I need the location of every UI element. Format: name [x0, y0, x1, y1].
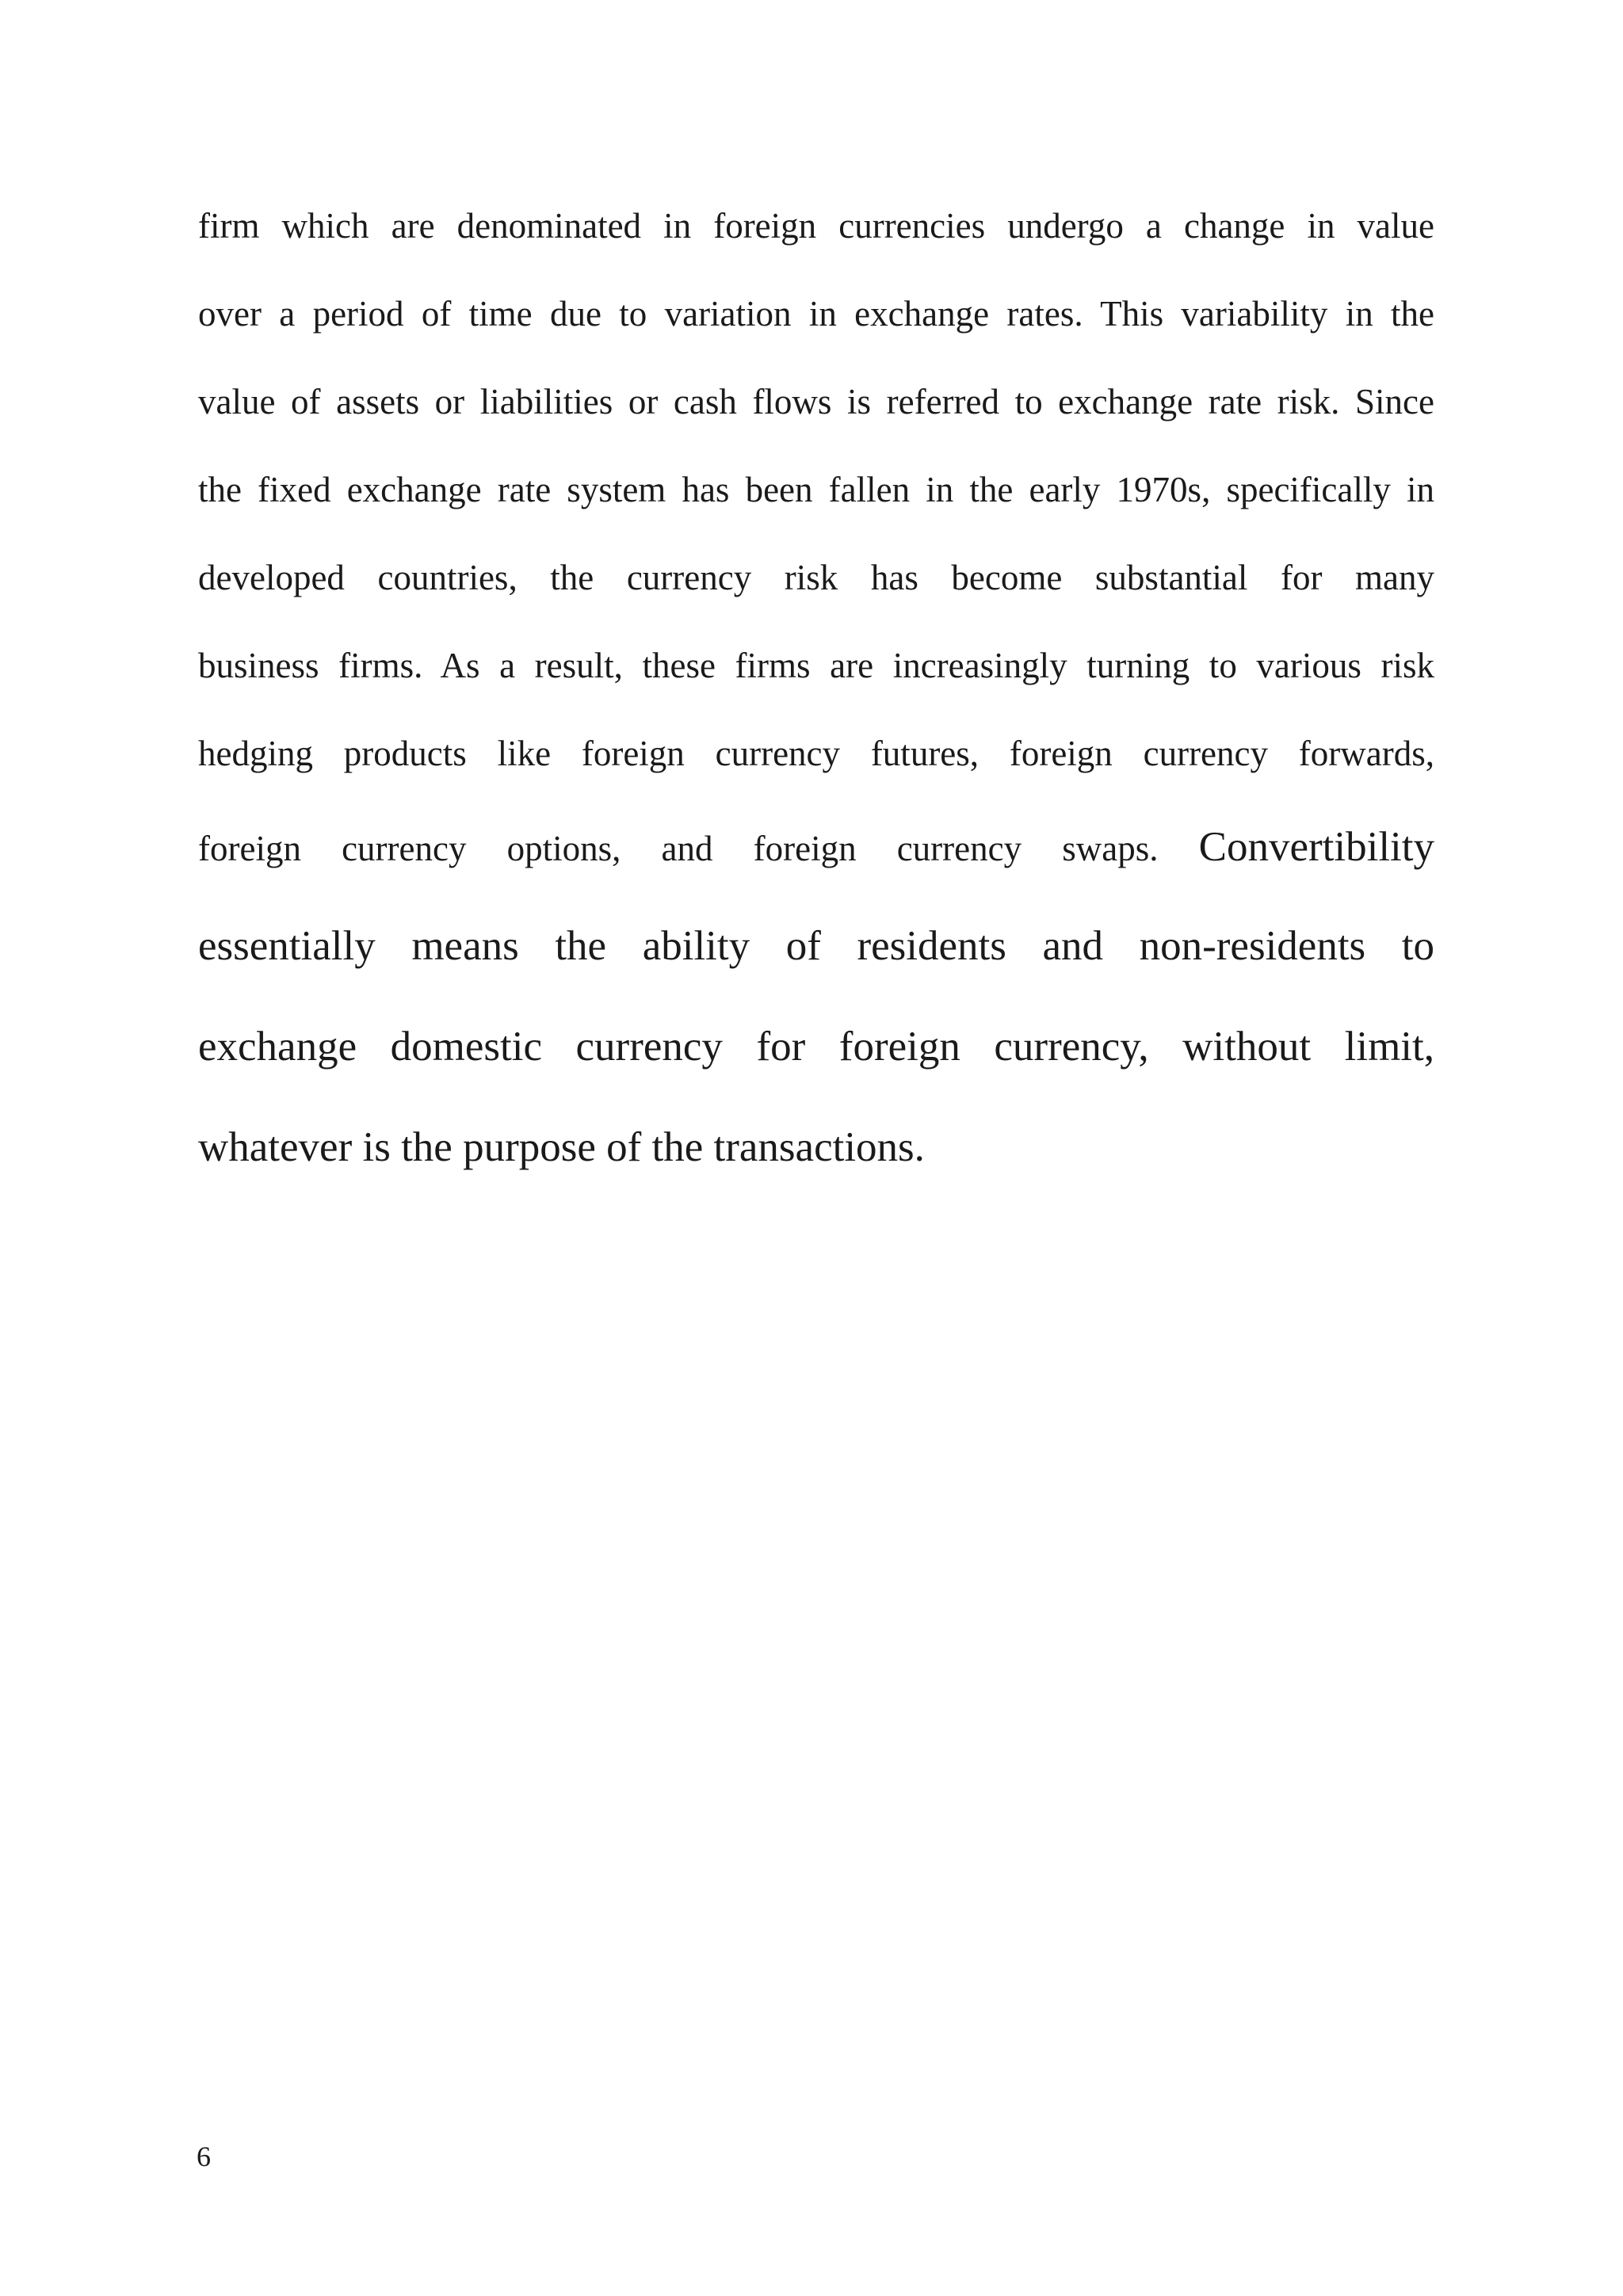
- text-line: developed countries, the currency risk has become substantial for many: [198, 558, 1434, 597]
- text-line: firm which are denominated in foreign currencies undergo a change in value: [198, 206, 1434, 246]
- page-number: 6: [197, 2141, 211, 2172]
- text-line: essentially means the ability of residents and non-residents to: [198, 923, 1434, 969]
- body-paragraph: [198, 182, 1434, 1198]
- text-line: over a period of time due to variation in exchange rates. This variability in the: [198, 294, 1434, 334]
- text-line: exchange domestic currency for foreign currency, without limit,: [198, 1024, 1434, 1070]
- text-line: value of assets or liabilities or cash flows is referred to exchange rate risk. Since: [198, 382, 1434, 421]
- text-line: whatever is the purpose of the transactions.: [198, 1124, 925, 1170]
- text-line: hedging products like foreign currency futures, foreign currency forwards,: [198, 734, 1434, 773]
- text-line: business firms. As a result, these firms are increasingly turning to various risk: [198, 646, 1434, 685]
- text-segment-large: Convertibility: [1198, 824, 1434, 870]
- text-line-mixed: [198, 798, 1434, 896]
- text-line: the fixed exchange rate system has been fallen in the early 1970s, specifically in: [198, 470, 1434, 509]
- text-segment-small: foreign currency options, and foreign currency swaps.: [198, 829, 1199, 868]
